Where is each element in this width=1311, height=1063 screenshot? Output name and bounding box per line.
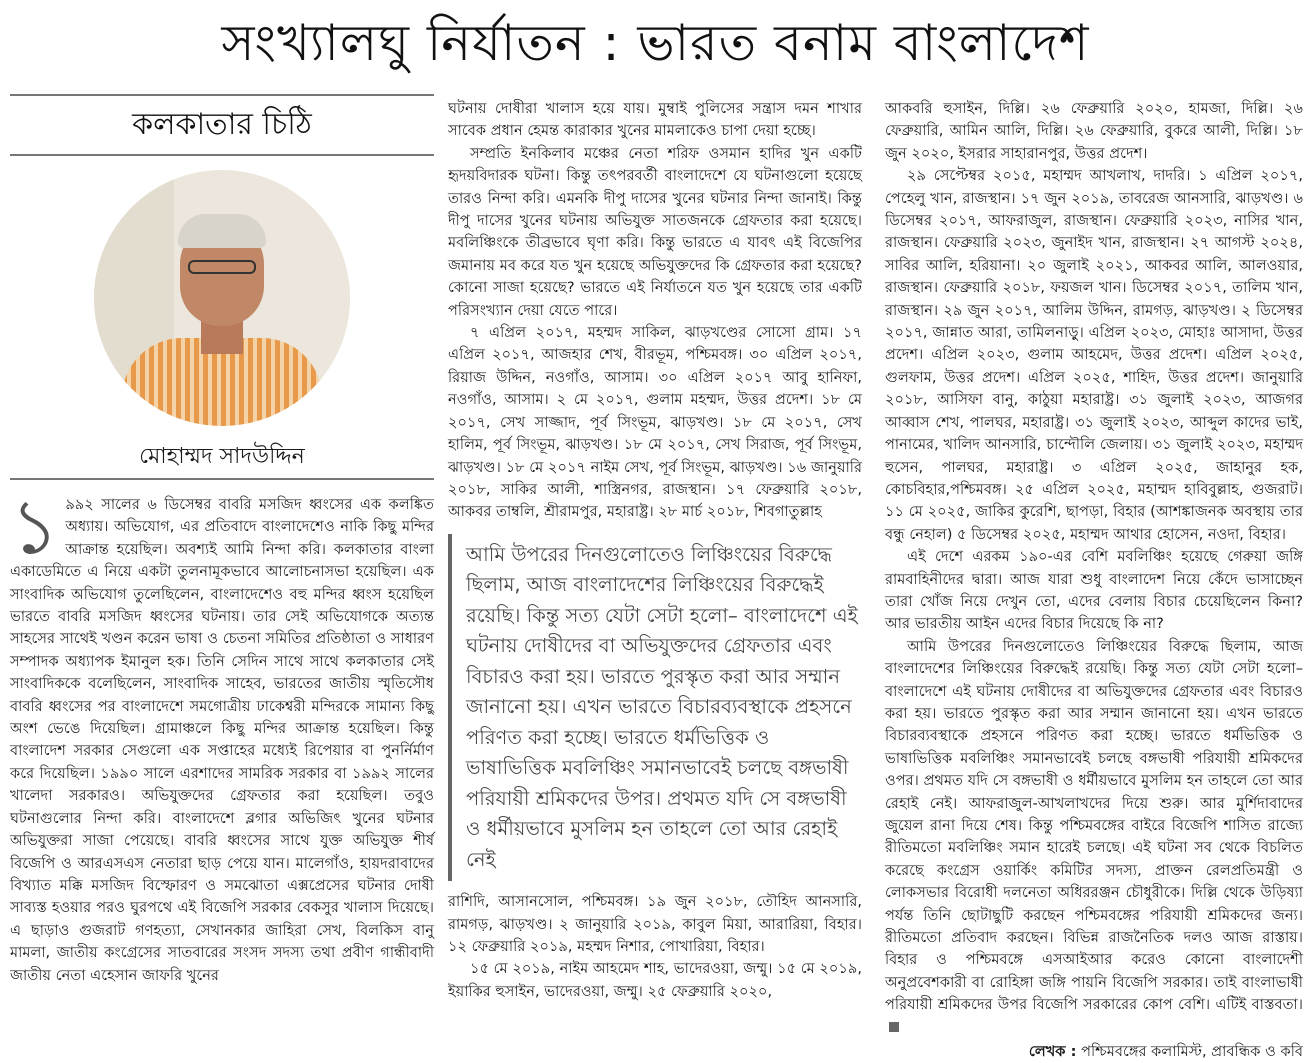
article-paragraph: এই দেশে এরকম ১৯০-এর বেশি মবলিঞ্চিং হয়েছে গেরুয়া জঙ্গি রামবাহিনীদের দ্বারা। আজ যারা শুধু বাংলাদেশ নিয়ে কেঁদে ভাসাচ্ছেন তারা খোঁজ নিয়ে দেখুন তো, এদের বেলায় বিচার চেয়েছিলেন কিনা? আর ভারতীয় আইন এদের বিচার দিয়েছে কি না? (885, 548, 1303, 633)
article-paragraph: রাশিদি, আসানসোল, পশ্চিমবঙ্গ। ১৯ জুন ২০১৮, তৌহিদ আনসারি, রামগড়, ঝাড়খণ্ড। ২ জানুয়ারি ২০১৯, কাবুল মিয়া, আরারিয়া, বিহার। ১২ ফেব্রুয়ারি ২০১৯, মহম্মদ নিশার, পোখারিয়া, বিহার। (448, 893, 862, 956)
end-mark-icon (889, 1022, 899, 1032)
pull-quote: আমি উপরের দিনগুলোতেও লিঞ্চিংয়ের বিরুদ্ধে ছিলাম, আজ বাংলাদেশের লিঞ্চিংয়ের বিরুদ্ধেই রয়েছি। কিন্তু সত্য যেটা সেটা হলো– বাংলাদেশে এই ঘটনায় দোষীদের বা অভিযুক্তদের গ্রেফতার এবং বিচারও করা হয়। ভারতে পুরস্কৃত করা আর সম্মান জানানো হয়। এখন ভারতে বিচারব্যবস্থাকে প্রহসনে পরিণত করা হচ্ছে। ভারতে ধর্মভিত্তিক ও ভাষাভিত্তিক মবলিঞ্চিং সমানভাবেই চলছে বঙ্গভাষী পরিযায়ী শ্রমিকদের উপর। প্রথমত যদি সে বঙ্গভাষী ও ধর্মীয়ভাবে মুসলিম হন তাহলে তো আর রেহাই নেই (448, 534, 862, 882)
section-kicker: কলকাতার চিঠি (10, 94, 434, 156)
divider (10, 478, 434, 480)
author-note: লেখক : পশ্চিমবঙ্গের কলামিস্ট, প্রাবন্ধিক ও কবি (1028, 1043, 1303, 1061)
article-paragraph: আমি উপরের দিনগুলোতেও লিঞ্চিংয়ের বিরুদ্ধে ছিলাম, আজ বাংলাদেশের লিঞ্চিংয়ের বিরুদ্ধেই রয়েছি। কিন্তু সত্য যেটা সেটা হলো– বাংলাদেশে এই ঘটনায় দোষীদের বা অভিযুক্তদের গ্রেফতার এবং বিচারও করা হয়। ভারতে পুরস্কৃত করা আর সম্মান জানানো হয়। এখন ভারতে বিচারব্যবস্থাকে প্রহসনে পরিণত করা হচ্ছে। ভারতে ধর্মভিত্তিক ও ভাষাভিত্তিক মবলিঞ্চিং সমানভাবেই চলছে বঙ্গভাষী পরিযায়ী শ্রমিকদের ওপর। প্রথমত যদি সে বঙ্গভাষী ও ধর্মীয়ভাবে মুসলিম হন তাহলে তো আর রেহাই নেই। আফরাজুল-আখলাখদের দিয়ে শুরু। আর মুর্শিদাবাদের জুয়েল রানা দিয়ে শেষ। কিন্তু পশ্চিমবঙ্গের বাইরে বিজেপি শাসিত রাজ্যে রীতিমতো মবলিঞ্চিং সমান হারেই চলছে। এই ঘটনা সব থেকে বিচলিত করেছে কংগ্রেস ওয়ার্কিং কমিটির সদস্য, প্রাক্তন রেলপ্রতিমন্ত্রী ও লোকসভার বিরোধী দলনেতা অধিররঞ্জন চৌধুরীকে। দিল্লি থেকে উড়িষ্যা পর্যন্ত তিনি ছোটাছুটি করছেন পশ্চিমবঙ্গের পরিযায়ী শ্রমিকদের জন্য। রীতিমতো প্রতিবাদ করছেন। বিভিন্ন রাজনৈতিক দলও আজ রাস্তায়। বিহার ও পশ্চিমবঙ্গে এসআইআর করেও কোনো বাংলাদেশী অনুপ্রবেশকারী বা রোহিঙ্গা জঙ্গি পায়নি বিজেপি সরকার। তাই বাংলাভাষী পরিযায়ী শ্রমিকদের উপর বিজেপি সরকারের কোপ বেশি। এটিই বাস্তবতা। (885, 636, 1303, 1039)
author-byline: মোহাম্মদ সাদউদ্দিন (139, 444, 305, 469)
column-middle (448, 98, 862, 1003)
article-paragraph: ঘটনায় দোষীরা খালাস হয়ে যায়। মুম্বাই পুলিসের সন্ত্রাস দমন শাখার সাবেক প্রধান হেমন্ত কারাকার খুনের মামলাকেও চাপা দেয়া হচ্ছে। (448, 100, 862, 140)
article-paragraph: সম্প্রতি ইনকিলাব মঞ্চের নেতা শরিফ ওসমান হাদির খুন একটি হৃদয়বিদারক ঘটনা। কিন্তু তৎপরবর্তী বাংলাদেশে যে ঘটনাগুলো হয়েছে তারও নিন্দা করি। এমনকি দীপু দাসের খুনের ঘটনার নিন্দা জানাই। কিন্তু দীপু দাসের খুনের ঘটনায় অভিযুক্ত সাতজনকে গ্রেফতার করা হয়েছে। মবলিঞ্চিংকে তীব্রভাবে ঘৃণা করি। কিন্তু ভারতে এ যাবৎ এই বিজেপির জমানায় মব করে যত খুন হয়েছে অভিযুক্তদের কি গ্রেফতার করা হয়েছে? কোনো সাজা হয়েছে? ভারতে এই নির্যাতনে যত খুন হয়েছে তার একটি পরিসংখ্যান দেয়া যেতে পারে। (448, 144, 862, 319)
article-paragraph: ১ ৯৯২ সালের ৬ ডিসেম্বর বাবরি মসজিদ ধ্বংসের এক কলঙ্কিত অধ্যায়। অভিযোগ, এর প্রতিবাদে বাংলাদেশেও নাকি কিছু মন্দির আক্রান্ত হয়েছিল। অবশ্যই আমি নিন্দা করি। কলকাতার বাংলা একাডেমিতে এ নিয়ে একটা তুলনামূকভাবে আলোচনাসভা হয়েছিল। এক সাংবাদিক অভিযোগ তুলেছিলেন, বাংলাদেশেও বহু মন্দির ধ্বংস হয়েছিল ভারতে বাবরি মসজিদ ধ্বংসের ঘটনায়। তার সেই অভিযোগকে অত্যন্ত সাহসের সাথেই খণ্ডন করেন ভাষা ও চেতনা সমিতির প্রতিষ্ঠাতা ও সাধারণ সম্পাদক অধ্যাপক ইমানুল হক। তিনি সেদিন সাথে সাথে কলকাতার সেই সাংবাদিককে বলেছিলেন, সাংবাদিক সাহেব, ভারতের জাতীয় স্মৃতিসৌধ বাবরি ধ্বংসের পর বাংলাদেশে সমগোত্রীয় ঢাকেশ্বরী মন্দিরকে সামান্য কিছু অংশ ভেঙে দিয়েছিল। গ্রামাঞ্চলে কিছু মন্দির আক্রান্ত হয়েছিল। কিন্তু বাংলাদেশ সরকার সেগুলো এক সপ্তাহের মধ্যেই রিপেয়ার বা পুনর্নির্মাণ করে দিয়েছিল। ১৯৯০ সালে এরশাদের সামরিক সরকার বা ১৯৯২ সালের খালেদা সরকারও। অভিযুক্তদের গ্রেফতার করা হয়েছিল। তবুও ঘটনাগুলোর নিন্দা করি। বাংলাদেশে ব্লগার অভিজিৎ খুনের ঘটনার অভিযুক্তরা সাজা পেয়েছে। বাবরি ধ্বংসের সাথে যুক্ত অভিযুক্ত শীর্ষ বিজেপি ও আরএসএস নেতারা ছাড় পেয়ে যান। মালেগাঁও, হায়দরাবাদের বিখ্যাত মক্কি মসজিদ বিস্ফোরণ ও সমঝোতা এক্সপ্রেসের ঘটনার দোষী সাব্যস্ত হওয়ার পরও ঘুরপথে এই বিজেপি সরকার বেকসুর খালাস দিয়েছে। এ ছাড়াও গুজরাট গণহত্যা, সেখানকার জাহিরা সেখ, বিলকিস বানু মামলা, জাতীয় কংগ্রেসের সাতবারের সংসদ সদস্য তথা প্রবীণ গান্ধীবাদী জাতীয় নেতা এহেসান জাফরি খুনের (10, 482, 434, 984)
column-right (885, 98, 1303, 1063)
article-paragraph: ৭ এপ্রিল ২০১৭, মহম্মদ সাকিল, ঝাড়খণ্ডের সোসো গ্রাম। ১৭ এপ্রিল ২০১৭, আজহার শেখ, বীরভূম, পশ্চিমবঙ্গ। ৩০ এপ্রিল ২০১৭, রিয়াজ উদ্দিন, নওগাঁও, আসাম। ৩০ এপ্রিল ২০১৭ আবু হানিফা, নওগাঁও, আসাম। ২ মে ২০১৭, গুলাম মহম্মদ, উত্তর প্রদেশ। ১৮ মে ২০১৭, সেখ সাজ্জাদ, পূর্ব সিংভূম, ঝাড়খণ্ড। ১৮ মে ২০১৭, সেখ হালিম, পূর্ব সিংভূম, ঝাড়খণ্ড। ১৮ মে ২০১৭, সেখ সিরাজ, পূর্ব সিংভূম, ঝাড়খণ্ড। ১৮ মে ২০১৭ নাইম সেখ, পূর্ব সিংভূম, ঝাড়খণ্ড। ১৬ জানুয়ারি ২০১৮, সাকির আলী, শাস্ত্রিনগর, রাজস্থান। ১৭ ফেব্রুয়ারি ২০১৮, আকবর তাম্বলি, শ্রীরামপুর, মহারাষ্ট্র। ২৮ মার্চ ২০১৮, শিবগাতুল্লাহ (448, 324, 862, 521)
article-paragraph: ১৫ মে ২০১৯, নাইম আহমেদ শাহ, ভাদেরওয়া, জম্মু। ১৫ মে ২০১৯, ইয়াকির হুসাইন, ভাদেরওয়া, জম্মু। ২৫ ফেব্রুয়ারি ২০২০, (448, 960, 862, 1000)
article-paragraph: ২৯ সেপ্টেম্বর ২০১৫, মহাম্মদ আখলাখ, দাদরি। ১ এপ্রিল ২০১৭, পেহেলু খান, রাজস্থান। ১৭ জুন ২০১৯, তাবরেজ আনসারি, ঝাড়খণ্ড। ৬ ডিসেম্বর ২০১৭, আফরাজুল, রাজস্থান। ফেব্রুয়ারি ২০২৩, নাসির খান, রাজস্থান। ফেব্রুয়ারি ২০২৩, জুনাইদ খান, রাজস্থান। ২৭ আগস্ট ২০২৪, সাবির আলি, হরিয়ানা। ২০ জুলাই ২০২১, আকবর আলি, আলওয়ার, রাজস্থান। ফেব্রুয়ারি ২০১৮, ফয়জল খান। ডিসেম্বর ২০১৭, তালিম খান, রাজস্থান। ২৯ জুন ২০১৭, আলিম উদ্দিন, রামগড়, ঝাড়খণ্ড। ২ ডিসেম্বর ২০১৭, জান্নাত আরা, তামিলনাড়ু। এপ্রিল ২০২৩, মোহাঃ আসাদা, উত্তর প্রদেশ। এপ্রিল ২০২৩, গুলাম আহমেদ, উত্তর প্রদেশ। এপ্রিল ২০২৫, গুলফাম, উত্তর প্রদেশ। এপ্রিল ২০২৫, শাহিদ, উত্তর প্রদেশ। জানুয়ারি ২০১৮, আসিফা বানু, কাঠুয়া মহারাষ্ট্র। ৩১ জুলাই ২০২৩, আজগর আব্বাস শেখ, পালঘর, মহারাষ্ট্র। ৩১ জুলাই ২০২৩, আব্দুল কাদের ভাই, পানামের, খালিদ আনসারি, চান্দৌলি জেলায়। ৩১ জুলাই ২০২৩, মহাম্মদ হুসেন, পালঘর, মহারাষ্ট্র। ৩ এপ্রিল ২০২৫, জাহানুর হক, কোচবিহার,পশ্চিমবঙ্গ। ২৫ এপ্রিল ২০২৫, মহাম্মদ হাবিবুল্লাহ, গুজরাট। ১১ মে ২০২৫, জাকির কুরেশি, ছাপড়া, বিহার (আশঙ্কাজনক অবস্থায় তার বন্ধু নেহাল) ৫ ডিসেম্বর ২০২৫, মহাম্মদ আথার হোসেন, নওদা, বিহার। (885, 167, 1303, 543)
article-paragraph: আকবরি হুসাইন, দিল্লি। ২৬ ফেব্রুয়ারি ২০২০, হামজা, দিল্লি। ২৬ ফেব্রুয়ারি, আমিন আলি, দিল্লি। ২৬ ফেব্রুয়ারি, বুকরে আলী, দিল্লি। ১৮ জুন ২০২০, ইসরার সাহারানপুর, উত্তর প্রদেশ। (885, 100, 1303, 162)
drop-cap: ১ (10, 482, 60, 571)
column-left (10, 94, 434, 987)
headline: সংখ্যালঘু নির্যাতন : ভারত বনাম বাংলাদেশ (221, 14, 1090, 72)
author-photo (94, 170, 350, 426)
